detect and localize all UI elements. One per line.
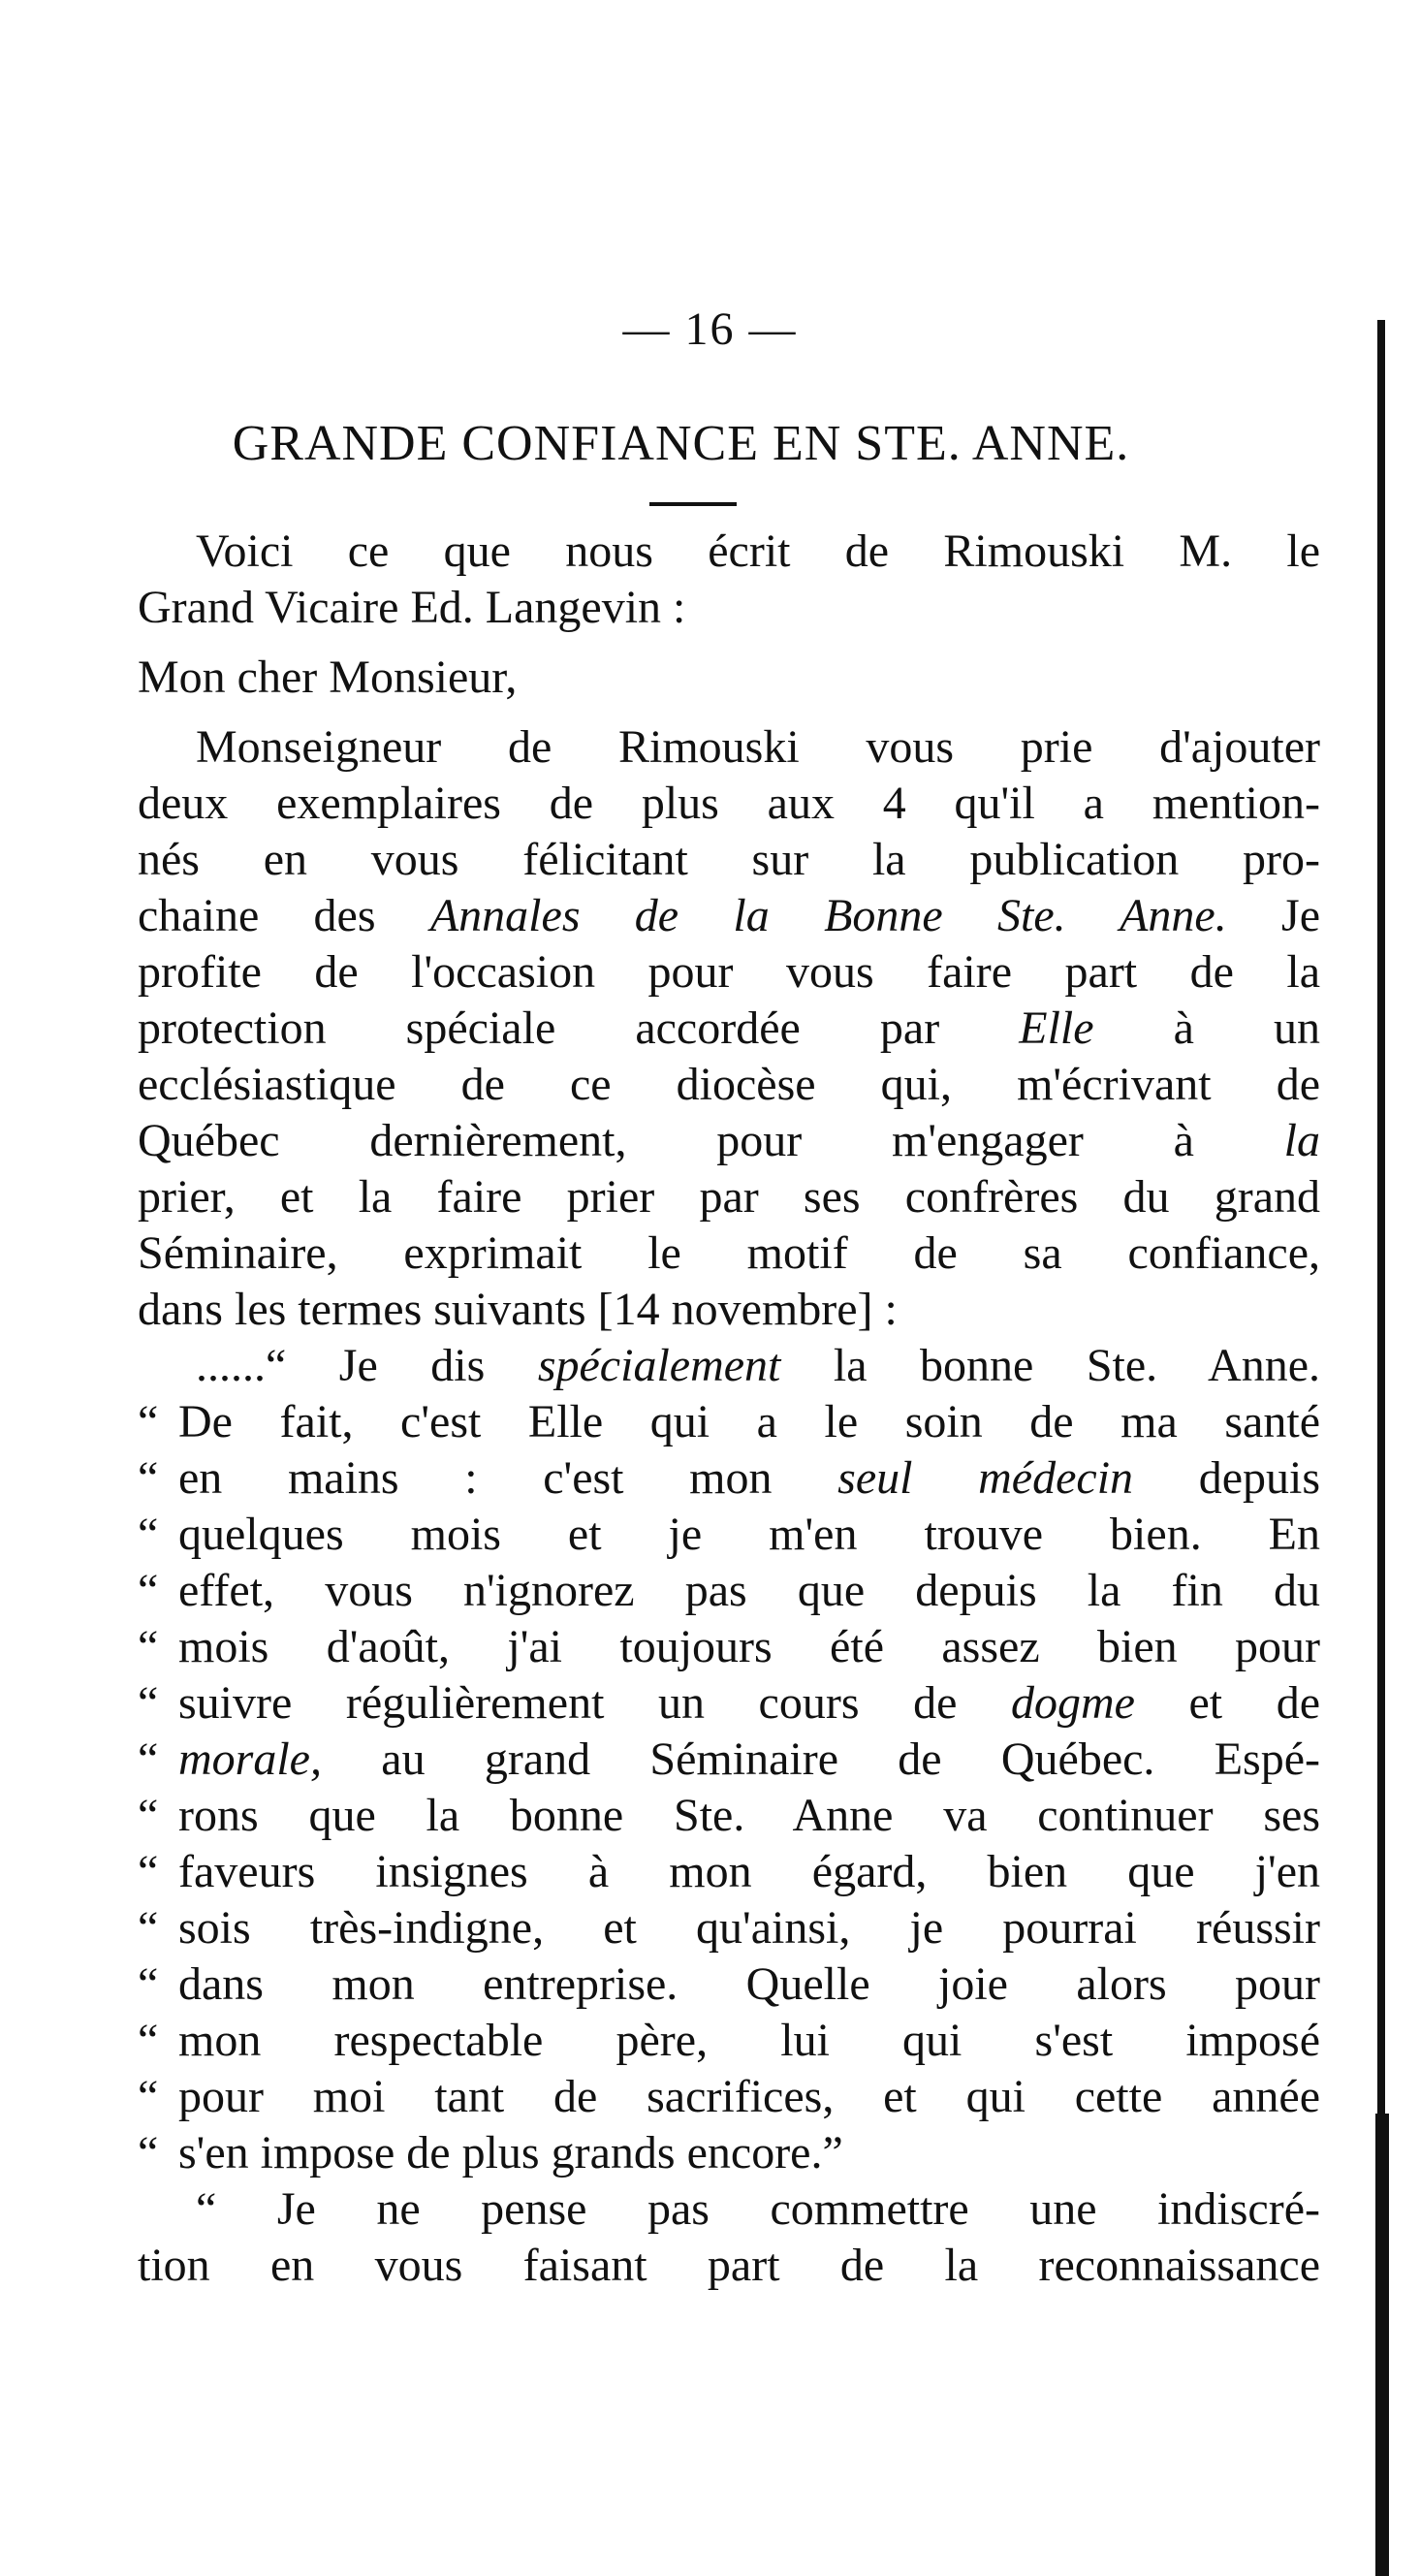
paragraph-line: [138, 1001, 1320, 1057]
quote-text: De fait, c'est Elle qui a le soin de ma santé: [178, 1396, 1320, 1447]
paragraph-line: dans les termes suivants [14 novembre] :: [138, 1284, 898, 1335]
page-title: GRANDE CONFIANCE EN STE. ANNE.: [232, 416, 1130, 471]
paragraph-line: profite de l'occasion pour vous faire part de la: [138, 946, 1320, 998]
text-segment: suivre régulièrement un cours de: [178, 1677, 1011, 1729]
quote-text: rons que la bonne Ste. Anne va continuer ses: [178, 1790, 1320, 1841]
text-segment: ......“ Je dis: [196, 1340, 538, 1391]
page-edge-shadow: [1375, 2114, 1389, 2576]
quote-line: [138, 1394, 1320, 1450]
quote-line: [138, 1788, 1320, 1844]
quote-line: [138, 1675, 1320, 1732]
text-segment: au grand Séminaire de Québec. Espé-: [321, 1733, 1320, 1785]
quote-text: s'en impose de plus grands encore.”: [178, 2127, 843, 2178]
quote-line: [138, 1900, 1320, 1956]
quote-line: [138, 2069, 1320, 2125]
quote-line: [138, 1956, 1320, 2013]
paragraph-line: tion en vous faisant part de la reconnaissance: [138, 2240, 1320, 2291]
title-rule-divider: [649, 502, 737, 506]
quote-text: mon respectable père, lui qui s'est imposé: [178, 2015, 1320, 2066]
text-segment: Je: [1226, 890, 1321, 941]
quote-text: effet, vous n'ignorez pas que depuis la fin du: [178, 1565, 1320, 1616]
quote-text: dans mon entreprise. Quelle joie alors pour: [178, 1958, 1320, 2010]
intro-line-2: Grand Vicaire Ed. Langevin :: [138, 582, 686, 633]
paragraph-line: “ Je ne pense pas commettre une indiscré-: [196, 2183, 1320, 2235]
quote-mark: “: [138, 2071, 159, 2122]
paragraph-line: ecclésiastique de ce diocèse qui, m'écrivant de: [138, 1059, 1320, 1110]
italic-seul-medecin: seul médecin: [837, 1452, 1134, 1504]
text-segment: Québec dernièrement, pour m'engager à: [138, 1115, 1284, 1166]
quote-mark: “: [138, 1958, 159, 2010]
quote-line: [138, 1619, 1320, 1675]
quote-line: [138, 1844, 1320, 1900]
quote-line: [138, 2125, 1320, 2181]
text-segment: la bonne Ste. Anne.: [780, 1340, 1320, 1391]
paragraph-line: Monseigneur de Rimouski vous prie d'ajouter: [196, 721, 1320, 773]
text-segment: depuis: [1133, 1452, 1321, 1504]
intro-line-1: Voici ce que nous écrit de Rimouski M. le: [196, 525, 1320, 577]
quote-line: [138, 1732, 1320, 1788]
text-segment: à un: [1093, 1002, 1320, 1054]
text-segment: protection spéciale accordée par: [138, 1002, 1020, 1054]
italic-title-annales: Annales de la Bonne Ste. Anne.: [429, 890, 1227, 941]
quote-mark: “: [138, 1396, 159, 1447]
quote-text: sois très-indigne, et qu'ainsi, je pourrai réussir: [178, 1902, 1320, 1954]
quote-mark: “: [138, 1846, 159, 1897]
paragraph-line: prier, et la faire prier par ses confrères du grand: [138, 1171, 1320, 1223]
italic-la: la: [1283, 1115, 1320, 1166]
quote-mark: “: [138, 1565, 159, 1616]
italic-specialement: spécialement: [537, 1340, 781, 1391]
quote-mark: “: [138, 1509, 159, 1560]
quote-line: [138, 1507, 1320, 1563]
quote-line: [138, 2013, 1320, 2069]
quote-text: [178, 1450, 1320, 1507]
salutation: Mon cher Monsieur,: [138, 652, 518, 703]
quote-mark: “: [138, 1902, 159, 1954]
paragraph-line: [138, 1113, 1320, 1169]
quote-text: mois d'août, j'ai toujours été assez bien pour: [178, 1621, 1320, 1672]
quote-mark: “: [138, 1452, 159, 1504]
quote-line: [138, 1450, 1320, 1507]
quote-text: pour moi tant de sacrifices, et qui cette année: [178, 2071, 1320, 2122]
quote-text: quelques mois et je m'en trouve bien. En: [178, 1509, 1320, 1560]
text-segment: et de: [1134, 1677, 1321, 1729]
text-segment: chaine des: [138, 890, 430, 941]
paragraph-line: Séminaire, exprimait le motif de sa confiance,: [138, 1227, 1320, 1279]
quote-mark: “: [138, 1621, 159, 1672]
italic-dogme: dogme: [1010, 1677, 1135, 1729]
quote-mark: “: [138, 1677, 159, 1729]
quote-mark: “: [138, 2127, 159, 2178]
page-number: — 16 —: [622, 303, 798, 355]
quote-text: [178, 1732, 1320, 1788]
quote-line: [138, 1338, 1320, 1394]
quote-mark: “: [138, 2015, 159, 2066]
quote-text: faveurs insignes à mon égard, bien que j'en: [178, 1846, 1320, 1897]
quote-text: [178, 1675, 1320, 1732]
paragraph-line: deux exemplaires de plus aux 4 qu'il a mention-: [138, 778, 1320, 829]
paragraph-line: [138, 888, 1320, 944]
quote-line: [138, 1563, 1320, 1619]
italic-morale: morale,: [178, 1733, 322, 1785]
text-segment: en mains : c'est mon: [178, 1452, 838, 1504]
quote-mark: “: [138, 1733, 159, 1785]
body-text: [138, 524, 1320, 2294]
quote-mark: “: [138, 1790, 159, 1841]
italic-elle: Elle: [1019, 1002, 1094, 1054]
paragraph-line: nés en vous félicitant sur la publication pro-: [138, 834, 1320, 885]
